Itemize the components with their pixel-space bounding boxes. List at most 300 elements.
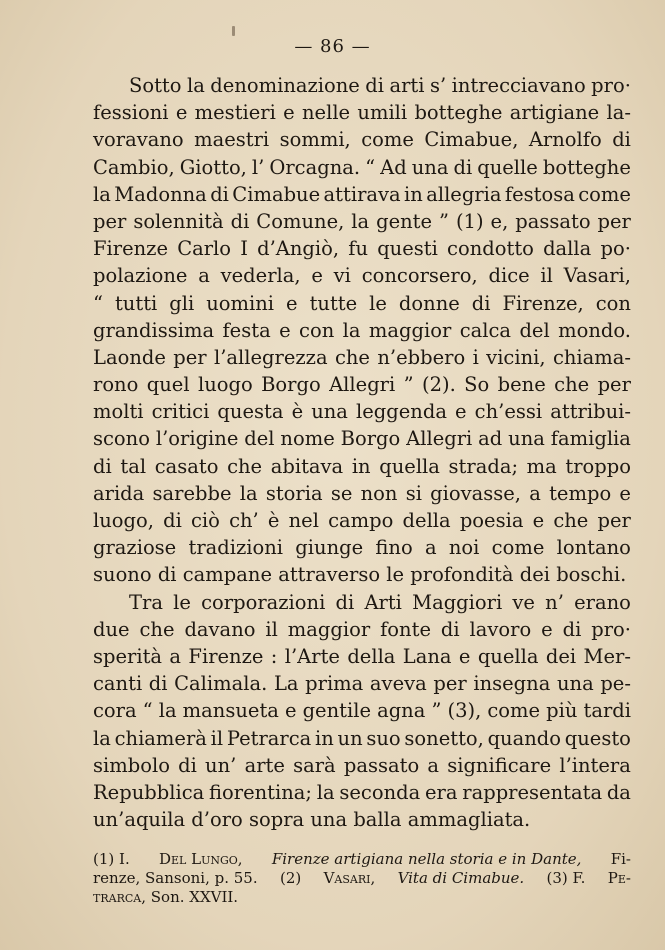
word: luogo, xyxy=(93,509,154,532)
word: sopra xyxy=(248,808,305,832)
word: Firenze xyxy=(188,644,264,668)
footnote-line xyxy=(93,850,631,869)
word: chiamerà xyxy=(114,726,207,750)
word: poesia xyxy=(459,509,524,532)
word: ma xyxy=(526,454,557,478)
word: del xyxy=(519,318,550,342)
word: fonte xyxy=(380,617,431,641)
word: il xyxy=(540,264,553,288)
footnote-text: (3) F. xyxy=(546,869,586,887)
word: la xyxy=(93,182,111,206)
word: n’ xyxy=(545,590,564,614)
word: Repubblica xyxy=(93,780,205,804)
word: famiglia xyxy=(550,427,631,451)
word: (1) xyxy=(455,209,484,233)
word: pe- xyxy=(600,672,631,696)
word: artigiane xyxy=(509,101,600,125)
word: d’Angiò, xyxy=(257,237,340,261)
word: gli xyxy=(169,291,195,315)
word: festosa xyxy=(504,182,575,206)
word: attirava xyxy=(323,182,401,206)
word: “ xyxy=(142,699,153,723)
word: un xyxy=(337,726,363,750)
word: e xyxy=(175,101,188,125)
word: la xyxy=(239,481,258,505)
word: s’ xyxy=(429,74,447,97)
word: Firenze, xyxy=(502,291,584,315)
text-line xyxy=(93,425,631,452)
word: per xyxy=(597,373,631,397)
word: a xyxy=(424,536,437,560)
word: arida xyxy=(93,481,145,505)
word: Madonna xyxy=(114,182,207,206)
word: tardi xyxy=(583,699,631,723)
word: maggior xyxy=(368,318,452,342)
word: vederla, xyxy=(220,264,301,288)
word: si xyxy=(405,481,422,505)
word: vicini, xyxy=(486,345,546,369)
word: storia xyxy=(265,481,323,505)
footnote-author: Del Lungo, xyxy=(159,850,243,868)
word: che xyxy=(139,617,175,641)
word: Ad xyxy=(380,155,407,179)
word: gentile xyxy=(302,699,372,723)
word: sarà xyxy=(293,753,336,777)
word: la- xyxy=(606,101,631,125)
word: mansueta xyxy=(182,699,279,723)
word: po· xyxy=(600,237,631,261)
word: boschi. xyxy=(556,563,627,587)
text-line xyxy=(93,181,631,208)
word: questi xyxy=(377,237,438,261)
word: “ xyxy=(365,155,376,179)
footnote-text: (2) xyxy=(279,869,302,887)
word: Mer- xyxy=(583,644,631,668)
word: questa xyxy=(217,400,284,424)
word: dei xyxy=(545,644,577,668)
word: lontano xyxy=(556,536,631,560)
word: come xyxy=(361,128,414,152)
word: rono xyxy=(93,373,139,397)
word: a xyxy=(427,753,440,777)
word: della xyxy=(402,509,451,532)
word: ciò xyxy=(191,509,220,532)
word: umili xyxy=(357,101,408,125)
word: ammagliata. xyxy=(407,808,531,832)
word: e xyxy=(284,699,297,723)
word: Sotto xyxy=(129,74,182,97)
word: e xyxy=(283,101,295,125)
word: il xyxy=(265,617,278,641)
word: quando xyxy=(487,726,562,750)
word: e xyxy=(286,291,298,315)
word: tradizioni xyxy=(188,536,284,560)
word: abitava xyxy=(270,454,344,478)
word: non xyxy=(360,481,398,505)
word: sommi, xyxy=(279,128,351,152)
text-line xyxy=(93,290,631,317)
word: i xyxy=(472,345,479,369)
word: luogo xyxy=(197,373,253,397)
text-line xyxy=(93,72,631,99)
word: di xyxy=(562,617,582,641)
word: giovasse, xyxy=(430,481,522,505)
word: intrecciavano xyxy=(451,74,586,97)
word: strada; xyxy=(448,454,519,478)
word: con xyxy=(595,291,631,315)
word: è xyxy=(291,400,304,424)
word: passato xyxy=(343,753,420,777)
word: Arti xyxy=(364,590,402,614)
word: lavoro xyxy=(469,617,532,641)
word: di xyxy=(440,617,460,641)
word: di xyxy=(230,209,250,233)
word: Giotto, xyxy=(179,155,247,179)
word: ve xyxy=(512,590,535,614)
word: quella xyxy=(477,644,539,668)
word: di xyxy=(163,509,182,532)
word: uomini xyxy=(206,291,275,315)
word: con xyxy=(299,318,335,342)
word: in xyxy=(351,454,371,478)
word: botteghe xyxy=(414,101,503,125)
word: la xyxy=(316,780,335,804)
word: una xyxy=(411,155,449,179)
word: una xyxy=(556,672,594,696)
word: solennità xyxy=(133,209,224,233)
word: a xyxy=(529,481,541,505)
text-line xyxy=(93,670,631,697)
word: Allegri xyxy=(329,373,396,397)
word: bene xyxy=(497,373,546,397)
word: e xyxy=(619,481,631,505)
footnote-text: (1) I. xyxy=(93,850,130,868)
word: donne xyxy=(398,291,460,315)
word: nelle xyxy=(301,101,351,125)
word: la xyxy=(342,318,361,342)
word: insegna xyxy=(473,672,551,696)
word: di xyxy=(148,672,168,696)
word: denominazione xyxy=(210,74,360,97)
text-line xyxy=(93,643,631,670)
word: festa xyxy=(222,318,271,342)
body-text xyxy=(93,72,631,833)
word: agna xyxy=(377,699,426,723)
word: pro· xyxy=(591,74,631,97)
word: che xyxy=(334,345,370,369)
word: ” xyxy=(439,209,449,233)
word: tal xyxy=(120,454,147,478)
word: scono xyxy=(93,427,150,451)
word: e xyxy=(455,400,467,424)
text-line xyxy=(93,589,631,616)
footnote-title: Vita di Cimabue. xyxy=(397,869,525,887)
footnote-author: Vasari, xyxy=(323,869,376,887)
text-line xyxy=(93,725,631,752)
word: il xyxy=(210,726,224,750)
word: Allegri xyxy=(406,427,473,451)
word: una xyxy=(508,427,545,451)
text-line xyxy=(93,235,631,262)
word: Tra xyxy=(129,590,163,614)
word: di xyxy=(210,182,229,206)
word: nel xyxy=(288,509,319,532)
word: chiama- xyxy=(552,345,631,369)
word: So xyxy=(464,373,490,397)
footnote-author: Pe- xyxy=(607,869,631,887)
word: ” xyxy=(431,699,442,723)
word: mestieri xyxy=(194,101,276,125)
word: Cimabue xyxy=(232,182,321,206)
word: (2). xyxy=(421,373,456,397)
word: come xyxy=(578,182,631,206)
text-line xyxy=(93,344,631,371)
word: fu xyxy=(348,237,369,261)
text-line xyxy=(93,616,631,643)
word: per xyxy=(597,509,631,532)
word: la xyxy=(351,209,370,233)
footnote-text: Fi- xyxy=(610,850,631,868)
word: maggior xyxy=(287,617,371,641)
text-line xyxy=(93,480,631,507)
word: per xyxy=(597,209,631,233)
word: significare xyxy=(447,753,552,777)
text-line xyxy=(93,154,631,181)
word: prima xyxy=(305,672,364,696)
text-line xyxy=(93,507,631,534)
word: tempo xyxy=(549,481,612,505)
word: un’aquila xyxy=(93,808,186,832)
word: tutti xyxy=(114,291,158,315)
word: grandissima xyxy=(93,318,215,342)
word: per xyxy=(173,345,207,369)
word: rappresentata xyxy=(462,780,603,804)
word: come xyxy=(491,536,545,560)
word: seconda xyxy=(339,780,421,804)
footnote-title: Firenze artigiana nella storia e in Dante, xyxy=(271,850,582,868)
word: le xyxy=(173,590,191,614)
word: in xyxy=(404,182,423,206)
word: quelle xyxy=(477,155,538,179)
word: fiorentina; xyxy=(209,780,312,804)
text-line xyxy=(93,752,631,779)
word: come xyxy=(487,699,541,723)
word: più xyxy=(546,699,578,723)
word: e xyxy=(311,264,323,288)
word: di xyxy=(453,155,473,179)
word: campo xyxy=(328,509,394,532)
word: dalla xyxy=(543,237,592,261)
word: due xyxy=(93,617,130,641)
text-line xyxy=(93,453,631,480)
word: le xyxy=(386,563,405,587)
word: Carlo xyxy=(177,237,232,261)
word: mondo. xyxy=(558,318,631,342)
word: Cambio, xyxy=(93,155,175,179)
word: le xyxy=(369,291,387,315)
word: dei xyxy=(519,563,550,587)
word: attraverso xyxy=(278,563,381,587)
word: ” xyxy=(403,373,414,397)
word: Petrarca xyxy=(226,726,312,750)
word: la xyxy=(186,74,205,97)
word: Cimabue, xyxy=(424,128,519,152)
word: polazione xyxy=(93,264,188,288)
text-line xyxy=(93,371,631,398)
text-line xyxy=(93,398,631,425)
word: vi xyxy=(333,264,351,288)
footnote-author: trarca, xyxy=(93,888,146,906)
word: l’allegrezza xyxy=(213,345,328,369)
word: pro· xyxy=(591,617,631,641)
word: campane xyxy=(182,563,272,587)
word: Orcagna. xyxy=(269,155,361,179)
text-line xyxy=(93,317,631,344)
word: che xyxy=(227,454,263,478)
word: “ xyxy=(93,291,103,315)
word: dice xyxy=(488,264,530,288)
word: Laonde xyxy=(93,345,166,369)
word: allegria xyxy=(426,182,502,206)
word: gente xyxy=(376,209,433,233)
word: della xyxy=(347,644,396,668)
text-line xyxy=(93,99,631,126)
word: di xyxy=(157,563,177,587)
word: per xyxy=(93,209,127,233)
text-line xyxy=(93,697,631,724)
word: Vasari, xyxy=(563,264,631,288)
word: I xyxy=(240,237,248,261)
word: e xyxy=(458,644,471,668)
footnote-text: Son. XXVII. xyxy=(150,888,239,906)
word: Arnolfo xyxy=(528,128,602,152)
word: la xyxy=(93,726,111,750)
word: a xyxy=(198,264,210,288)
word: giunge xyxy=(295,536,364,560)
word: botteghe xyxy=(542,155,631,179)
word: questo xyxy=(564,726,631,750)
word: del xyxy=(244,427,275,451)
footnotes xyxy=(93,850,631,907)
word: ch’essi xyxy=(474,400,543,424)
text-line xyxy=(93,779,631,806)
text-line xyxy=(93,208,631,235)
word: (3), xyxy=(447,699,482,723)
word: La xyxy=(273,672,299,696)
word: condotto xyxy=(447,237,534,261)
word: se xyxy=(330,481,353,505)
word: una xyxy=(311,400,348,424)
word: canti xyxy=(93,672,143,696)
word: erano xyxy=(574,590,631,614)
word: fino xyxy=(375,536,413,560)
word: di xyxy=(471,291,491,315)
word: la xyxy=(158,699,177,723)
word: noi xyxy=(448,536,480,560)
word: casato xyxy=(154,454,219,478)
word: e xyxy=(541,617,553,641)
word: da xyxy=(606,780,631,804)
footnote-text: renze, Sansoni, p. 55. xyxy=(93,869,258,887)
word: l’ xyxy=(251,155,265,179)
word: n’ebbero xyxy=(377,345,466,369)
word: è xyxy=(267,509,280,532)
word: ch’ xyxy=(229,509,259,532)
word: d’oro xyxy=(191,808,243,832)
word: arti xyxy=(389,74,425,97)
word: sarebbe xyxy=(152,481,232,505)
word: un’ xyxy=(205,753,237,777)
word: di xyxy=(335,590,355,614)
word: di xyxy=(612,128,631,152)
word: a xyxy=(169,644,182,668)
footnote-line xyxy=(93,888,631,907)
word: Firenze xyxy=(93,237,169,261)
word: per xyxy=(433,672,467,696)
word: quella xyxy=(379,454,440,478)
word: profondità xyxy=(410,563,514,587)
word: corporazioni xyxy=(201,590,326,614)
word: troppo xyxy=(565,454,631,478)
word: di xyxy=(365,74,385,97)
text-line xyxy=(93,534,631,561)
word: maestri xyxy=(194,128,270,152)
word: suono xyxy=(93,563,152,587)
word: e, xyxy=(490,209,509,233)
word: concorsero, xyxy=(361,264,478,288)
word: suo xyxy=(366,726,401,750)
word: critici xyxy=(151,400,210,424)
ink-speck xyxy=(232,26,235,36)
word: passato xyxy=(515,209,591,233)
word: che xyxy=(553,509,589,532)
word: simbolo xyxy=(93,753,170,777)
word: di xyxy=(93,454,112,478)
page-number: — 86 — xyxy=(294,36,371,57)
word: l’origine xyxy=(155,427,239,451)
word: molti xyxy=(93,400,144,424)
word: che xyxy=(554,373,590,397)
word: Maggiori xyxy=(412,590,503,614)
word: Borgo xyxy=(261,373,321,397)
word: l’intera xyxy=(559,753,631,777)
word: nome xyxy=(280,427,335,451)
word: ad xyxy=(478,427,503,451)
word: Lana xyxy=(402,644,452,668)
word: fessioni xyxy=(93,101,169,125)
word: voravano xyxy=(93,128,184,152)
word: Comune, xyxy=(256,209,345,233)
word: di xyxy=(178,753,197,777)
word: e xyxy=(279,318,291,342)
word: arte xyxy=(244,753,285,777)
word: sperità xyxy=(93,644,163,668)
text-line xyxy=(93,806,631,833)
text-line xyxy=(93,126,631,153)
word: quel xyxy=(146,373,190,397)
word: e xyxy=(532,509,545,532)
word: tutte xyxy=(309,291,358,315)
text-line xyxy=(93,561,631,588)
word: davano xyxy=(184,617,256,641)
word: balla xyxy=(353,808,402,832)
word: Calimala. xyxy=(174,672,268,696)
footnote-line xyxy=(93,869,631,888)
word: cora xyxy=(93,699,137,723)
word: in xyxy=(315,726,334,750)
word: attribui- xyxy=(550,400,631,424)
word: graziose xyxy=(93,536,177,560)
